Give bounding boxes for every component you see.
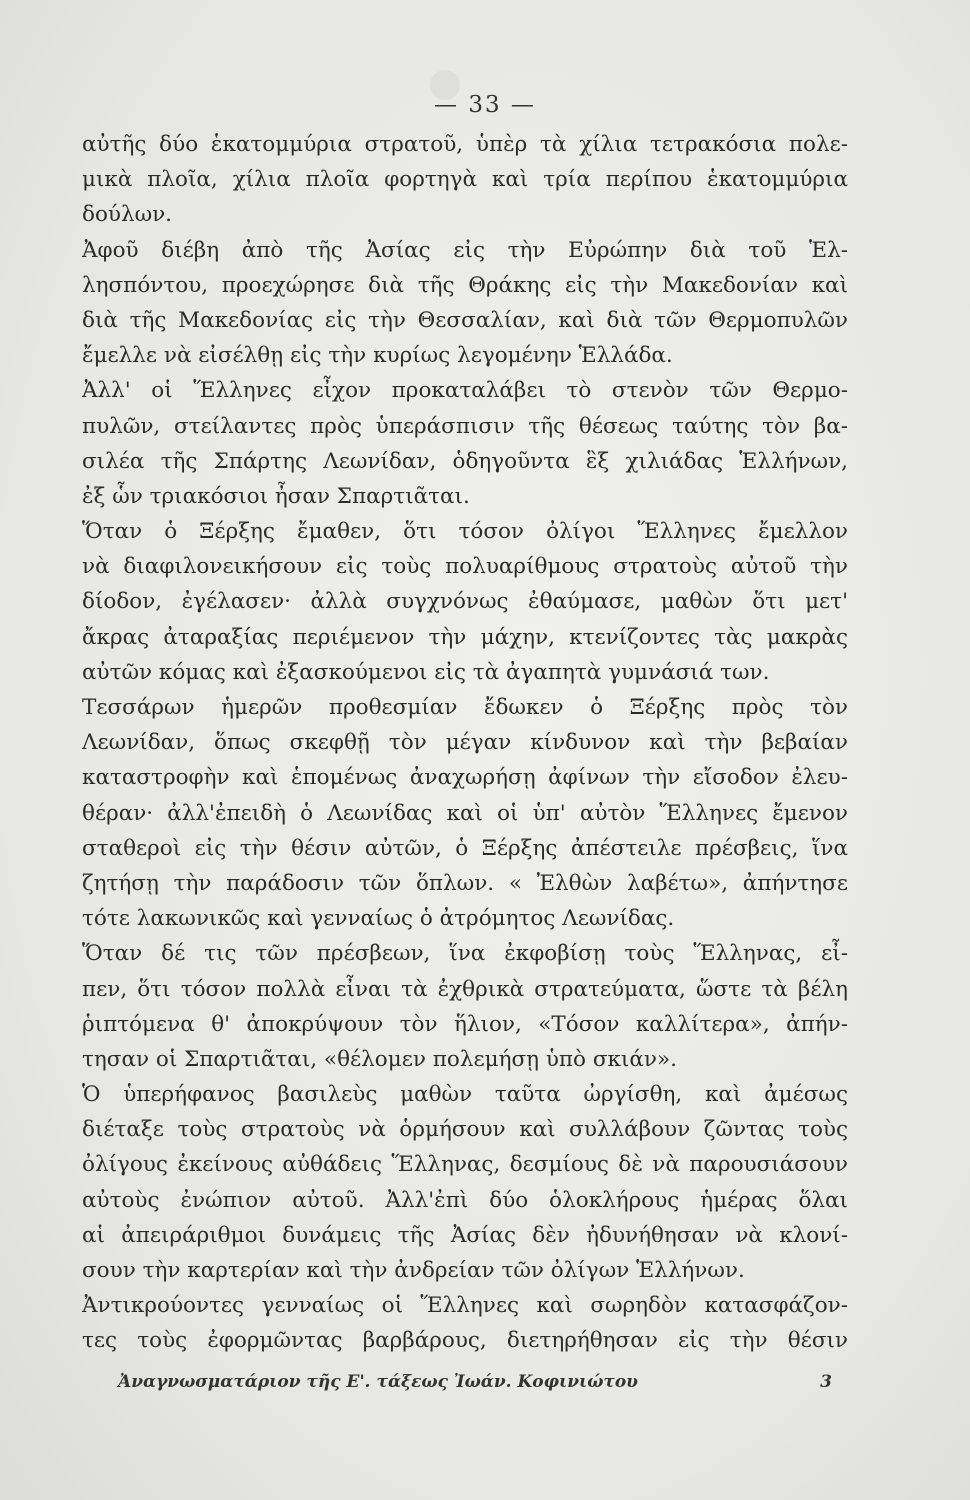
text-line: Ἀντικρούοντες γενναίως οἱ Ἕλληνες καὶ σωρηδὸν κατασφάζον-: [82, 1293, 848, 1319]
text-line: ἐξ ὧν τριακόσιοι ἦσαν Σπαρτιᾶται.: [82, 483, 470, 509]
text-line: Λεωνίδαν, ὅπως σκεφθῇ τὸν μέγαν κίνδυνον καὶ τὴν βεβαίαν: [82, 730, 848, 756]
text-line: διὰ τῆς Μακεδονίας εἰς τὴν Θεσσαλίαν, καὶ διὰ τῶν Θερμοπυλῶν: [82, 307, 848, 333]
text-line: Ὅταν δέ τις τῶν πρέσβεων, ἵνα ἐκφοβίσῃ τοὺς Ἕλληνας, εἶ-: [82, 941, 848, 967]
text-line: δούλων.: [82, 202, 173, 228]
text-line: πεν, ὅτι τόσον πολλὰ εἶναι τὰ ἐχθρικὰ στρατεύματα, ὥστε τὰ βέλη: [82, 976, 848, 1002]
text-line: τότε λακωνικῶς καὶ γενναίως ὁ ἀτρόμητος Λεωνίδας.: [82, 906, 675, 932]
text-line: σουν τὴν καρτερίαν καὶ τὴν ἀνδρείαν τῶν ὀλίγων Ἑλλήνων.: [82, 1258, 745, 1283]
page-footer: [118, 1372, 832, 1392]
text-line: ὀλίγους ἐκείνους αὐθάδεις Ἕλληνας, δεσμίους δὲ νὰ παρουσιάσουν: [82, 1152, 848, 1178]
text-line: Ὁ ὑπερήφανος βασιλεὺς μαθὼν ταῦτα ὠργίσθη, καὶ ἀμέσως: [82, 1082, 848, 1108]
text-line: ἄκρας ἀταραξίας περιέμενον τὴν μάχην, κτενίζοντες τὰς μακρὰς: [82, 624, 848, 650]
footer-book-title: Ἀναγνωσματάριον τῆς Ε'. τάξεως Ἰωάν. Κοφινιώτου: [118, 1372, 638, 1392]
text-line: τησαν οἱ Σπαρτιᾶται, «θέλομεν πολεμήσῃ ὑπὸ σκιάν».: [82, 1046, 677, 1072]
text-line: Ἀφοῦ διέβη ἀπὸ τῆς Ἀσίας εἰς τὴν Εὐρώπην διὰ τοῦ Ἑλ-: [82, 237, 848, 263]
text-line: μικὰ πλοῖα, χίλια πλοῖα φορτηγὰ καὶ τρία περίπου ἑκατομμύρια: [82, 167, 848, 193]
text-line: θέραν· ἀλλ'ἐπειδὴ ὁ Λεωνίδας καὶ οἱ ὑπ' αὐτὸν Ἕλληνες ἔμενον: [82, 800, 848, 826]
text-line: λησπόντου, προεχώρησε διὰ τῆς Θράκης εἰς τὴν Μακεδονίαν καὶ: [82, 272, 848, 298]
text-line: ῥιπτόμενα θ' ἀποκρύψουν τὸν ἥλιον, «Τόσον καλλίτερα», ἀπήν-: [82, 1011, 848, 1037]
text-line: διέταξε τοὺς στρατοὺς νὰ ὁρμήσουν καὶ συλλάβουν ζῶντας τοὺς: [82, 1117, 848, 1143]
text-line: Ὅταν ὁ Ξέρξης ἔμαθεν, ὅτι τόσον ὀλίγοι Ἕλληνες ἔμελλον: [82, 519, 848, 545]
text-line: ἔμελλε νὰ εἰσέλθῃ εἰς τὴν κυρίως λεγομένην Ἑλλάδα.: [82, 343, 673, 369]
text-line: ζητήσῃ τὴν παράδοσιν τῶν ὅπλων. « Ἐλθὼν λαβέτω», ἀπήντησε: [82, 870, 848, 896]
text-line: αὐτῶν κόμας καὶ ἐξασκούμενοι εἰς τὰ ἀγαπητὰ γυμνάσιά των.: [82, 659, 770, 685]
footer-signature-mark: 3: [820, 1372, 832, 1392]
text-line: καταστροφὴν καὶ ἑπομένως ἀναχωρήσῃ ἀφίνων τὴν εἴσοδον ἐλευ-: [82, 765, 848, 791]
text-line: τες τοὺς ἐφορμῶντας βαρβάρους, διετηρήθησαν εἰς τὴν θέσιν: [82, 1328, 848, 1354]
text-line: νὰ διαφιλονεικήσουν εἰς τοὺς πολυαρίθμους στρατοὺς αὐτοῦ τὴν: [82, 554, 848, 580]
text-line: αὐτῆς δύο ἑκατομμύρια στρατοῦ, ὑπὲρ τὰ χίλια τετρακόσια πολε-: [82, 132, 848, 157]
text-line: δίοδον, ἐγέλασεν· ἀλλὰ συγχνόνως ἐθαύμασε, μαθὼν ὅτι μετ': [82, 589, 848, 615]
text-line: σταθεροὶ εἰς τὴν θέσιν αὐτῶν, ὁ Ξέρξης ἀπέστειλε πρέσβεις, ἵνα: [82, 835, 848, 861]
text-line: αἱ ἀπειράριθμοι δυνάμεις τῆς Ἀσίας δὲν ἠδυνήθησαν νὰ κλονί-: [82, 1222, 848, 1248]
text-line: πυλῶν, στείλαντες πρὸς ὑπεράσπισιν τῆς θέσεως ταύτης τὸν βα-: [82, 413, 848, 439]
text-line: Τεσσάρων ἡμερῶν προθεσμίαν ἔδωκεν ὁ Ξέρξης πρὸς τὸν: [82, 695, 848, 720]
page-number: — 33 —: [434, 92, 536, 118]
text-line: σιλέα τῆς Σπάρτης Λεωνίδαν, ὁδηγοῦντα ἓξ χιλιάδας Ἑλλήνων,: [82, 448, 848, 474]
body-text: [82, 127, 848, 1359]
text-line: Ἀλλ' οἱ Ἕλληνες εἶχον προκαταλάβει τὸ στενὸν τῶν Θερμο-: [82, 378, 848, 404]
text-line: αὐτοὺς ἐνώπιον αὐτοῦ. Ἀλλ'ἐπὶ δύο ὁλοκλήρους ἡμέρας ὅλαι: [82, 1187, 848, 1213]
